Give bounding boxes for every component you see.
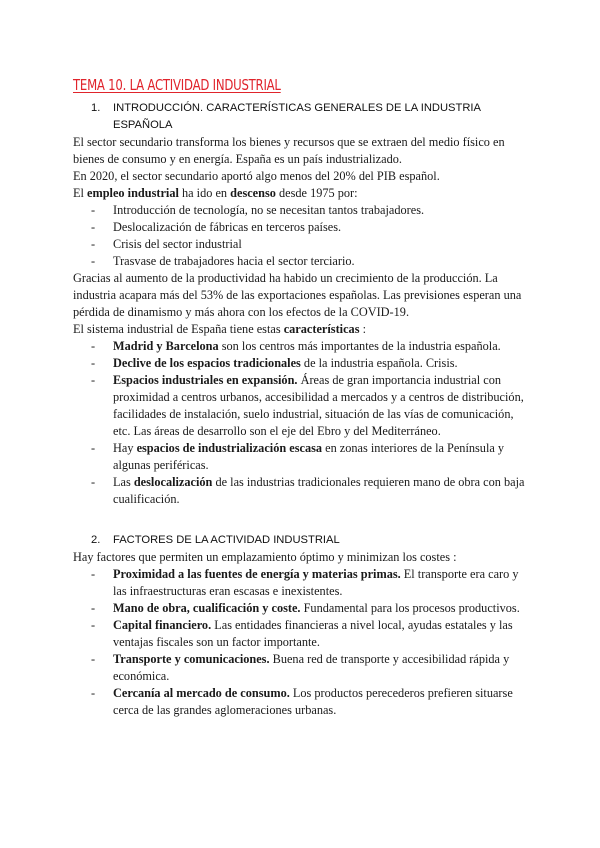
list-item [73, 474, 528, 508]
list-item [73, 372, 528, 440]
text-run: : [359, 322, 366, 336]
list-item [73, 355, 528, 372]
section-2-heading [73, 532, 528, 549]
bold-term: deslocalización [133, 475, 213, 489]
text-run: Hay [113, 441, 137, 455]
bold-term: Madrid y Barcelona [113, 339, 219, 353]
list-item [73, 617, 528, 651]
text-run: Buena red de transporte y accesibilidad rápida y económica. [113, 652, 510, 683]
paragraph-employment [73, 185, 528, 202]
section-1-heading-line2: ESPAÑOLA [113, 119, 173, 131]
list-item [73, 651, 528, 685]
spacer [73, 508, 528, 525]
section-1-heading-line1: INTRODUCCIÓN. CARACTERÍSTICAS GENERALES DE LA INDUSTRIA [113, 102, 482, 114]
section-2-heading-text: FACTORES DE LA ACTIVIDAD INDUSTRIAL [113, 534, 340, 546]
text-run: Fundamental para los procesos productivos. [300, 601, 520, 615]
list-item [73, 338, 528, 355]
bold-term: Proximidad a las fuentes de energía y materias primas. [113, 567, 401, 581]
list-item: - Crisis del sector industrial [73, 236, 528, 253]
bold-term: Capital financiero. [113, 618, 212, 632]
text-run: El [73, 186, 88, 200]
text-run: de la industria española. Crisis. [300, 356, 458, 370]
section-1-heading [73, 100, 528, 134]
text-run: desde 1975 por: [275, 186, 358, 200]
list-item [73, 685, 528, 719]
list-item [73, 566, 528, 600]
list-item: - Deslocalización de fábricas en terceros países. [73, 219, 528, 236]
paragraph-characteristics [73, 321, 528, 338]
text-run: Los productos perecederos prefieren situarse cerca de las grandes aglomeraciones urbanas. [113, 686, 513, 717]
text-run: Las entidades financieras a nivel local, ayudas estatales y las ventajas fiscales son un factor importante. [113, 618, 513, 649]
factors-list [73, 566, 528, 719]
paragraph-pib: En 2020, el sector secundario aportó algo menos del 20% del PIB español. [73, 169, 440, 183]
list-item: - Trasvase de trabajadores hacia el sector terciario. [73, 253, 528, 270]
text-run: Áreas de gran importancia industrial con proximidad a centros urbanos, accesibilidad a mercados y a centros de distribución, facilidades de instalación, suelo industrial, situación de las vías de comunicación, etc. Las áreas de desarrollo son el eje del Ebro y del Mediterráneo. [113, 373, 524, 438]
list-item [73, 600, 528, 617]
list-item [73, 440, 528, 474]
bold-term: Transporte y comunicaciones. [113, 652, 270, 666]
page-title: TEMA 10. LA ACTIVIDAD INDUSTRIAL [73, 76, 281, 94]
bold-term: espacios de industrialización escasa [136, 441, 323, 455]
features-list [73, 338, 528, 508]
text-run: El transporte era caro y las infraestructuras eran escasas e inexistentes. [113, 567, 519, 598]
bold-caracteristicas: características [283, 322, 360, 336]
document-body [73, 100, 528, 719]
bold-descenso: descenso [230, 186, 276, 200]
section-2-number: 2. [91, 534, 101, 546]
paragraph-factors-intro: Hay factores que permiten un emplazamiento óptimo y minimizan los costes : [73, 550, 457, 564]
causes-list [73, 202, 528, 270]
text-run: ha ido en [178, 186, 231, 200]
text-run: de las industrias tradicionales requieren mano de obra con baja cualificación. [113, 475, 525, 506]
bold-term: Declive de los espacios tradicionales [113, 356, 301, 370]
paragraph-productivity: Gracias al aumento de la productividad ha habido un crecimiento de la producción. La industria acapara más del 53% de las exportaciones españolas. Las previsiones esperan una pérdida de dinamismo y más ahora con los efectos de la COVID-19. [73, 271, 522, 319]
text-run: Las [113, 475, 134, 489]
bold-empleo-industrial: empleo industrial [87, 186, 179, 200]
bold-term: Mano de obra, cualificación y coste. [113, 601, 301, 615]
text-run: son los centros más importantes de la industria española. [218, 339, 501, 353]
text-run: en zonas interiores de la Península y algunas periféricas. [113, 441, 505, 472]
section-1-number: 1. [91, 102, 101, 114]
bold-term: Espacios industriales en expansión. [113, 373, 298, 387]
paragraph-intro: El sector secundario transforma los bienes y recursos que se extraen del medio físico en bienes de consumo y en energía. España es un país industrializado. [73, 135, 505, 166]
bold-term: Cercanía al mercado de consumo. [113, 686, 290, 700]
list-item: - Introducción de tecnología, no se necesitan tantos trabajadores. [73, 202, 528, 219]
text-run: El sistema industrial de España tiene estas [73, 322, 284, 336]
